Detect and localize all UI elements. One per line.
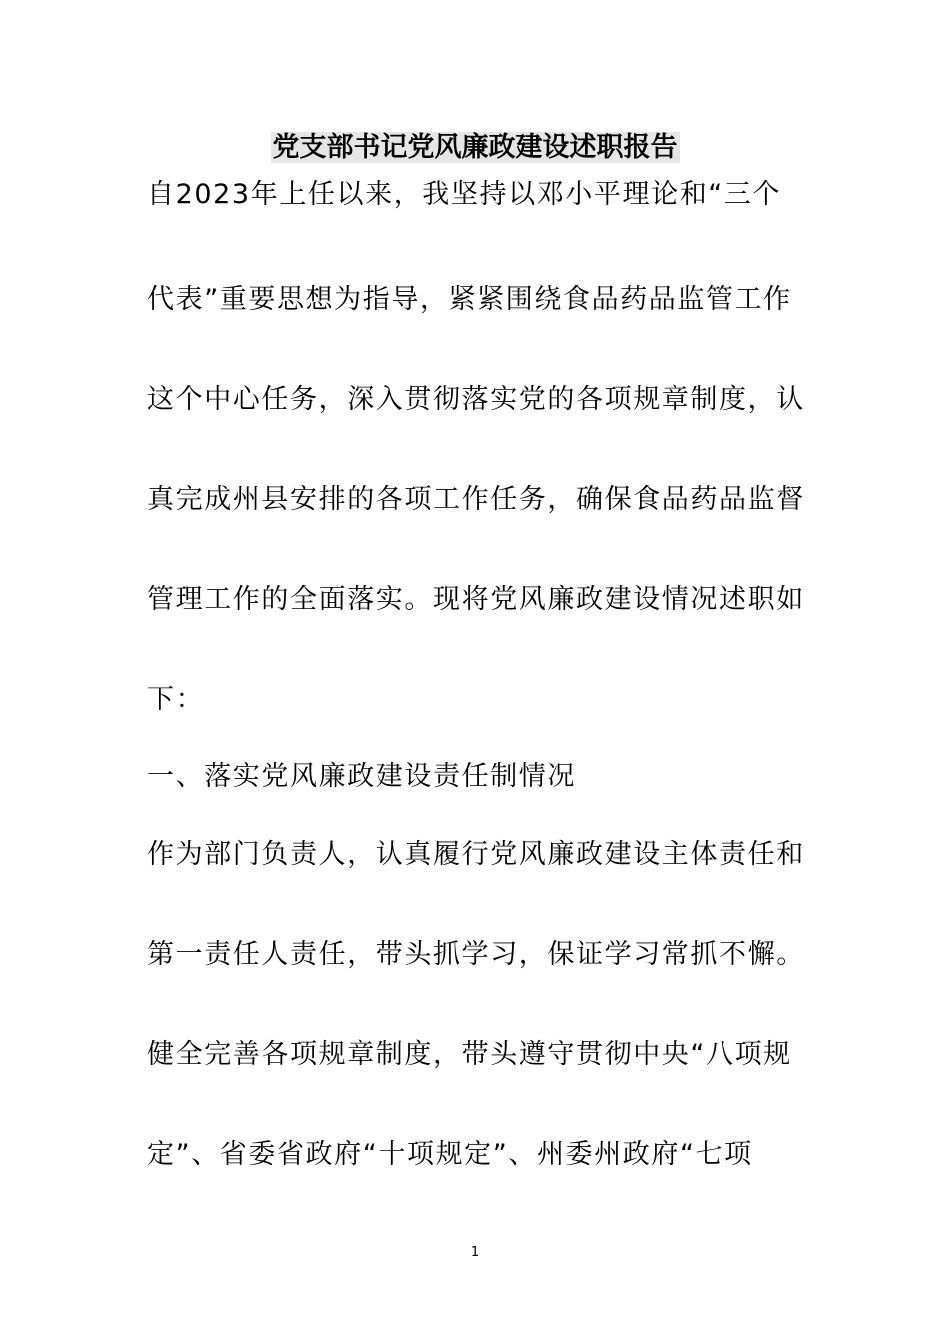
page-number: 1 <box>470 1245 480 1260</box>
paragraph-line-2: 代表”重要思想为指导，紧紧围绕食品药品监管工作 <box>147 284 792 315</box>
paragraph-line-10: 定”、省委省政府“十项规定”、州委州政府“七项 <box>147 1139 753 1170</box>
paragraph-line-5: 管理工作的全面落实。现将党风廉政建设情况述职如 <box>147 584 805 615</box>
paragraph-line-3: 这个中心任务，深入贯彻落实党的各项规章制度，认 <box>147 384 805 415</box>
document-title <box>0 128 950 168</box>
paragraph-line-4: 真完成州县安排的各项工作任务，确保食品药品监督 <box>147 484 805 515</box>
paragraph-line-9: 健全完善各项规章制度，带头遵守贯彻中央“八项规 <box>147 1039 792 1070</box>
paragraph-line-1: 自2023年上任以来，我坚持以邓小平理论和“三个 <box>147 179 782 210</box>
paragraph-line-8: 第一责任人责任，带头抓学习，保证学习常抓不懈。 <box>147 939 805 970</box>
document-title-text: 党支部书记党风廉政建设述职报告 <box>272 132 678 163</box>
paragraph-line-6: 下： <box>147 684 205 715</box>
section-heading: 一、落实党风廉政建设责任制情况 <box>147 761 576 792</box>
paragraph-line-7: 作为部门负责人，认真履行党风廉政建设主体责任和 <box>147 839 805 870</box>
